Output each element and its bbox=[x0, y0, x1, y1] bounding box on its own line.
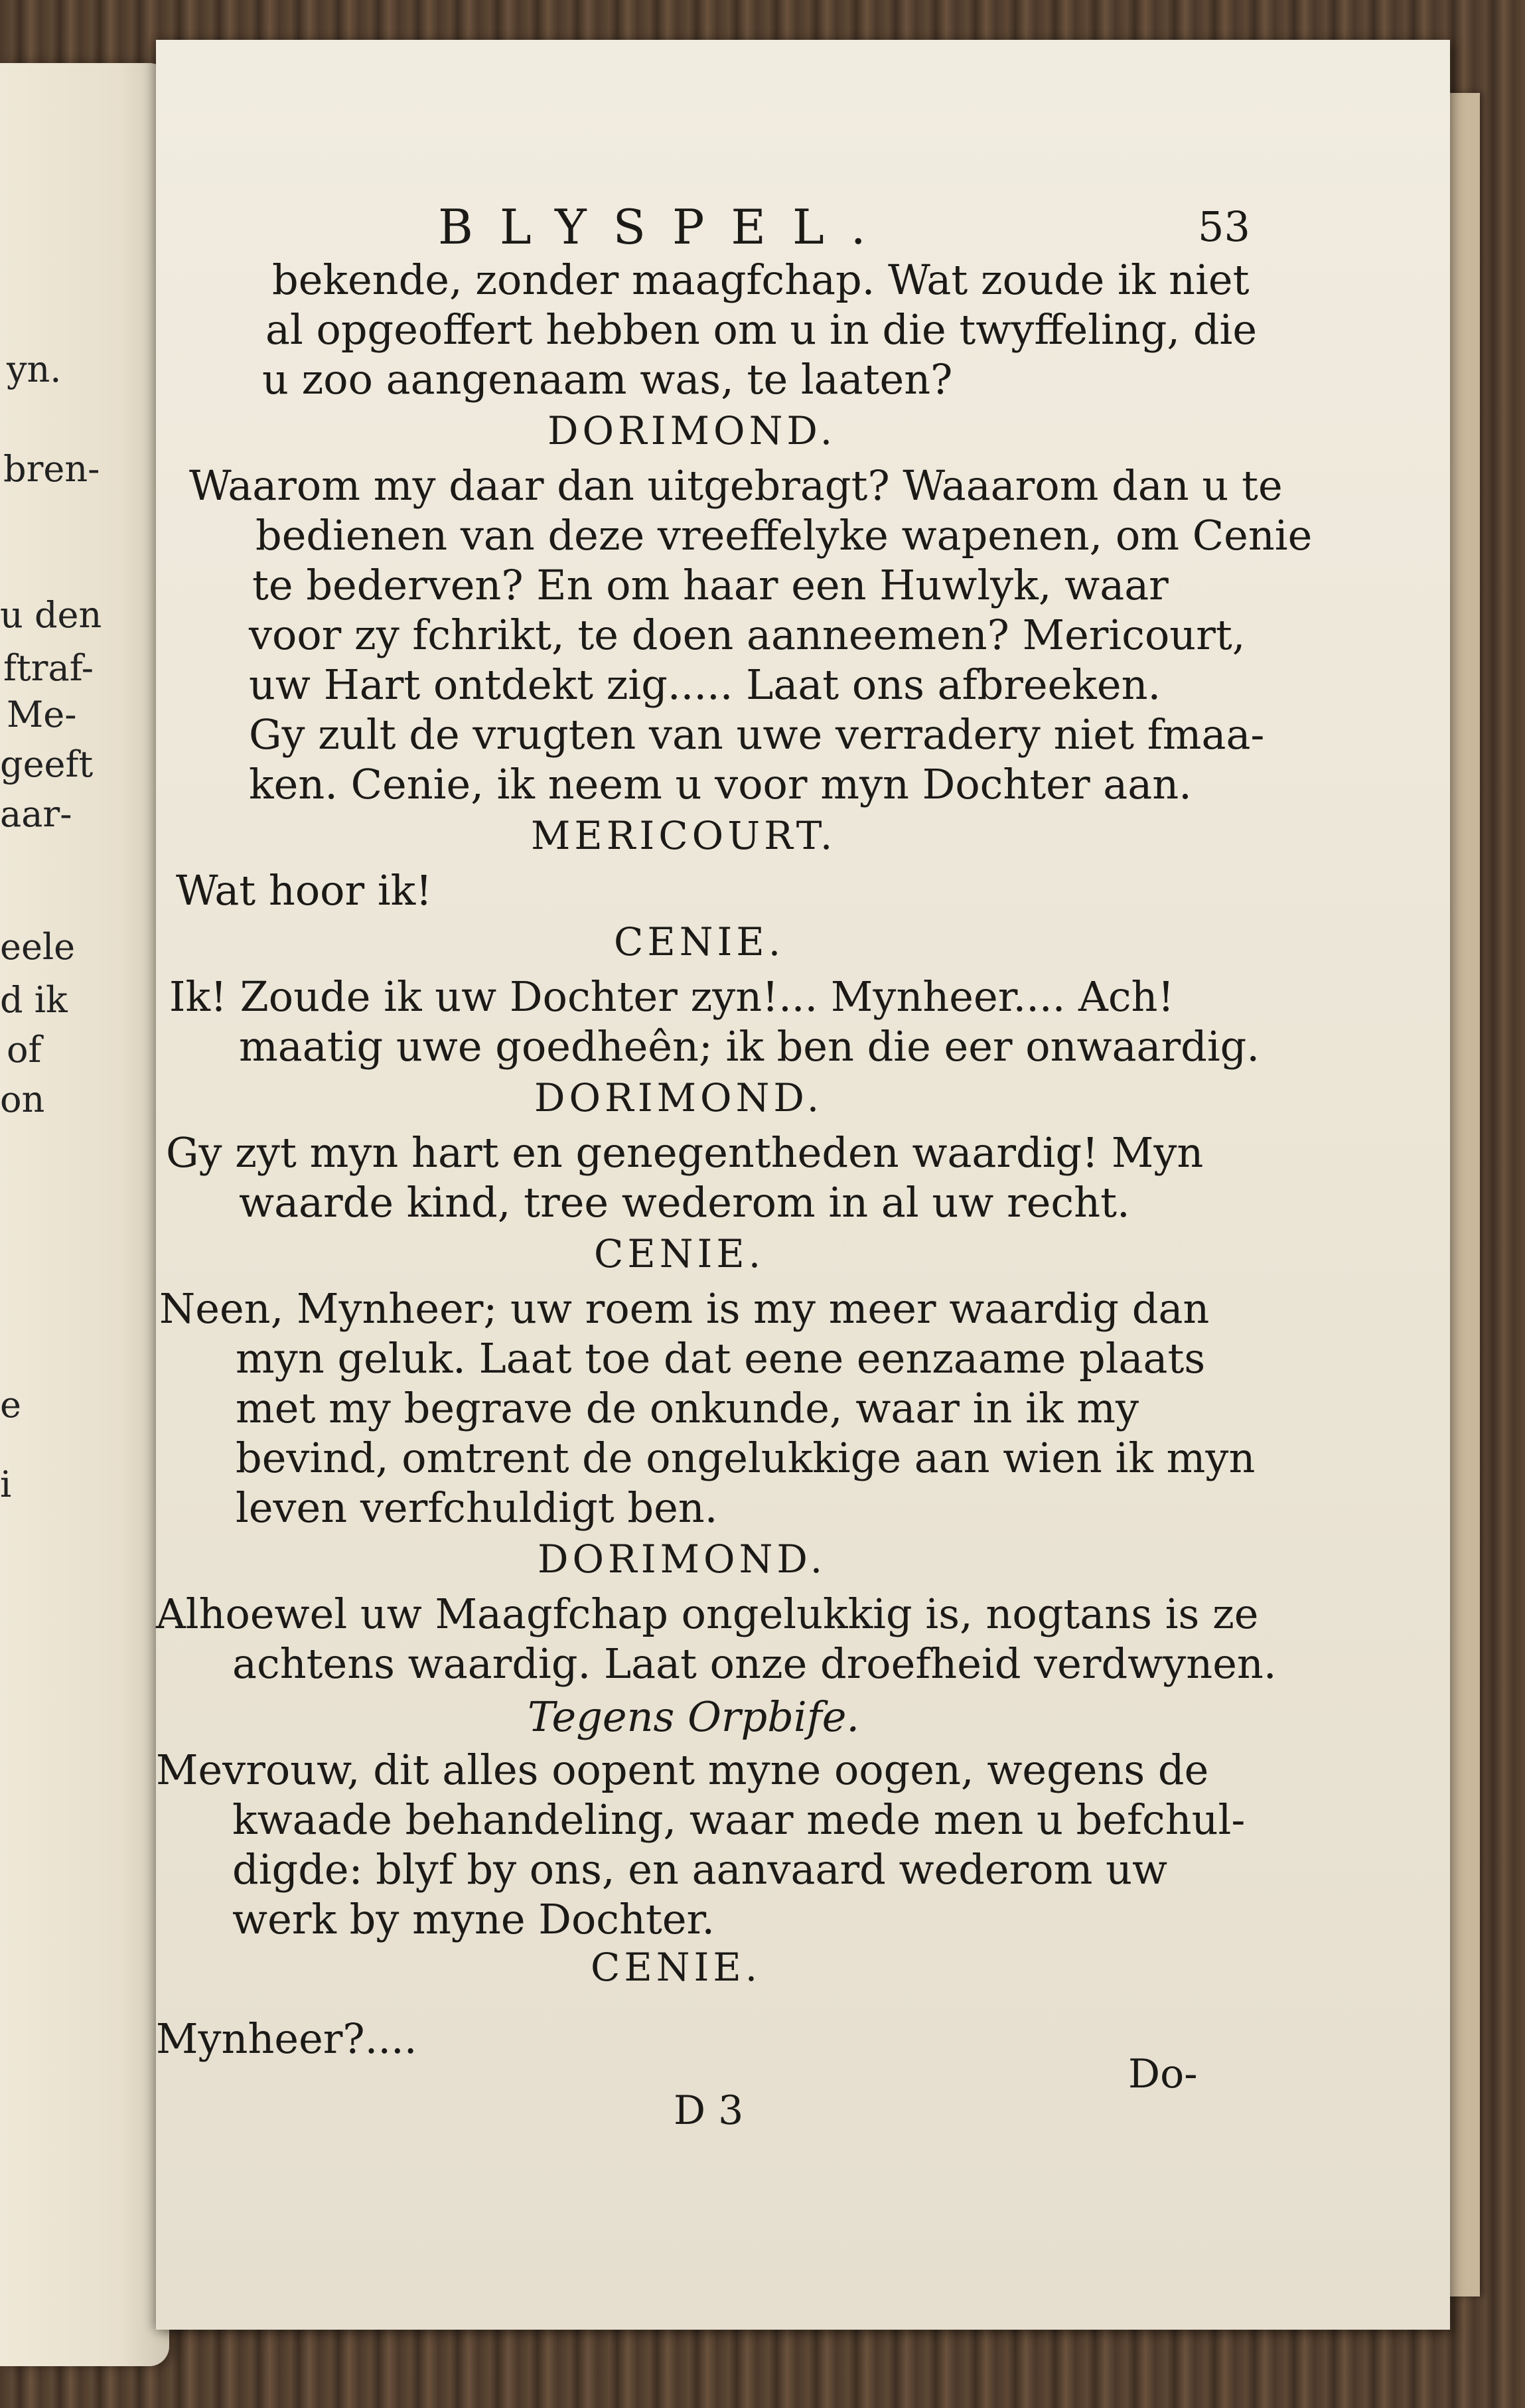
left-fragment: bren- bbox=[3, 448, 100, 490]
text-line: Mynheer?.... bbox=[156, 2014, 417, 2063]
text-line: Gy zyt myn hart en genegentheden waardig! Myn bbox=[166, 1128, 1204, 1177]
left-page bbox=[0, 63, 169, 2366]
text-line: kwaade behandeling, waar mede men u befchul- bbox=[232, 1795, 1246, 1844]
text-line: Wat hoor ik! bbox=[176, 866, 433, 915]
speaker-name: DORIMOND. bbox=[534, 1075, 824, 1120]
text-line: Ik! Zoude ik uw Dochter zyn!... Mynheer.... Ach! bbox=[169, 972, 1175, 1021]
text-line: bevind, omtrent de ongelukkige aan wien ik myn bbox=[236, 1434, 1256, 1482]
text-line: Neen, Mynheer; uw roem is my meer waardig dan bbox=[159, 1284, 1210, 1333]
left-fragment: ftraf- bbox=[3, 647, 94, 689]
left-fragment: u den bbox=[0, 594, 102, 636]
text-line: waarde kind, tree wederom in al uw recht. bbox=[239, 1178, 1130, 1227]
speaker-name: MERICOURT. bbox=[531, 813, 837, 858]
text-line: maatig uwe goedheên; ik ben die eer onwaardig. bbox=[239, 1022, 1260, 1071]
left-fragment: yn. bbox=[7, 348, 62, 390]
speaker-name: CENIE. bbox=[591, 1945, 762, 1990]
left-fragment: i bbox=[0, 1464, 12, 1505]
text-line: bedienen van deze vreeffelyke wapenen, om Cenie bbox=[255, 511, 1313, 560]
stage-direction: Tegens Orpbife. bbox=[528, 1693, 860, 1741]
text-line: bekende, zonder maagfchap. Wat zoude ik niet bbox=[272, 256, 1250, 304]
text-line: te bederven? En om haar een Huwlyk, waar bbox=[252, 561, 1169, 609]
signature-mark: D 3 bbox=[674, 2087, 744, 2134]
speaker-name: CENIE. bbox=[594, 1231, 765, 1276]
text-line: Mevrouw, dit alles oopent myne oogen, wegens de bbox=[156, 1746, 1209, 1794]
text-line: Waarom my daar dan uitgebragt? Waaarom dan u te bbox=[189, 461, 1283, 510]
text-line: uw Hart ontdekt zig..... Laat ons afbreeken. bbox=[249, 660, 1161, 709]
page-number: 53 bbox=[1198, 202, 1250, 251]
left-fragment: eele bbox=[0, 926, 76, 968]
left-fragment: on bbox=[0, 1079, 45, 1120]
text-line: ken. Cenie, ik neem u voor myn Dochter aan. bbox=[249, 760, 1192, 808]
left-fragment: aar- bbox=[0, 793, 72, 835]
text-line: u zoo aangenaam was, te laaten? bbox=[262, 355, 953, 404]
text-line: myn geluk. Laat toe dat eene eenzaame plaats bbox=[236, 1334, 1206, 1383]
left-fragment: d ik bbox=[0, 979, 68, 1021]
left-fragment: Me- bbox=[7, 694, 77, 735]
speaker-name: CENIE. bbox=[614, 919, 785, 964]
text-line: Gy zult de vrugten van uwe verradery niet fmaa- bbox=[249, 710, 1265, 759]
text-line: digde: blyf by ons, en aanvaard wederom uw bbox=[232, 1845, 1168, 1894]
catchword: Do- bbox=[1128, 2051, 1198, 2097]
left-fragment: e bbox=[0, 1384, 21, 1426]
left-fragment: geeft bbox=[0, 743, 94, 785]
speaker-name: DORIMOND. bbox=[547, 408, 837, 453]
text-line: achtens waardig. Laat onze droefheid verdwynen. bbox=[232, 1639, 1277, 1688]
text-line: leven verfchuldigt ben. bbox=[236, 1483, 718, 1532]
text-line: voor zy fchrikt, te doen aanneemen? Mericourt, bbox=[249, 611, 1246, 659]
text-line: werk by myne Dochter. bbox=[232, 1895, 715, 1943]
book-page bbox=[156, 40, 1450, 2330]
left-fragment: of bbox=[7, 1029, 42, 1071]
text-line: met my begrave de onkunde, waar in ik my bbox=[236, 1384, 1139, 1432]
text-line: al opgeoffert hebben om u in die twyffeling, die bbox=[265, 305, 1258, 354]
speaker-name: DORIMOND. bbox=[538, 1537, 827, 1582]
text-line: Alhoewel uw Maagfchap ongelukkig is, nogtans is ze bbox=[156, 1590, 1259, 1638]
running-title: BLYSPEL. bbox=[438, 199, 893, 255]
